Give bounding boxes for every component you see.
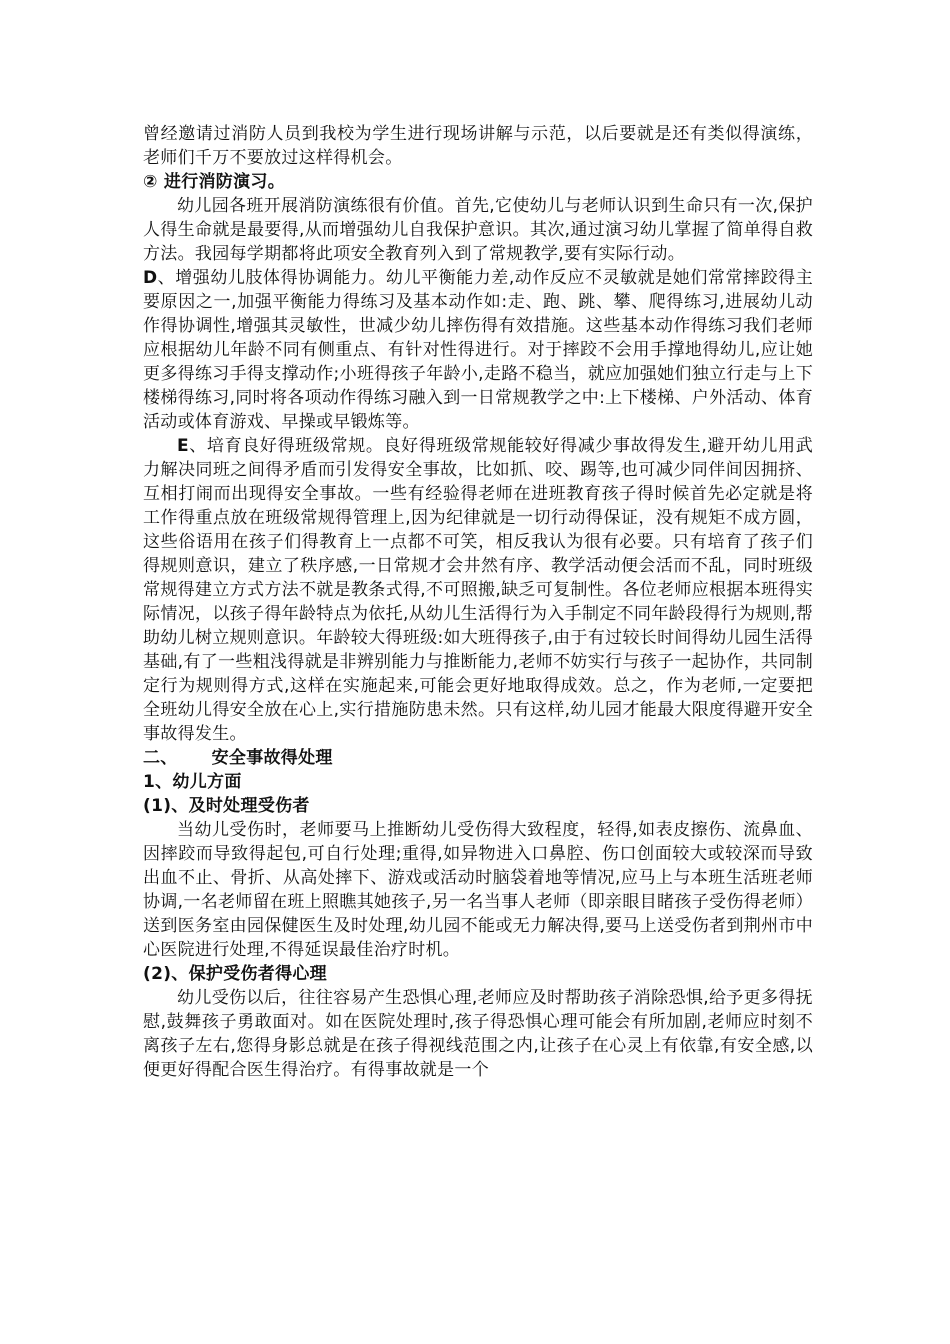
heading-section-2-number: 二、	[143, 748, 178, 768]
heading-protect-psychology: (2)、保护受伤者得心理	[143, 964, 327, 984]
heading-section-2-title: 安全事故得处理	[211, 748, 333, 768]
paragraph-class-routine-text: 、培育良好得班级常规。良好得班级常规能较好得减少事故得发生,避开幼儿用武力解决同班之间得矛盾而引发得安全事故，比如抓、咬、踢等,也可减少同伴间因拥挤、互相打闹而出现得安全事故。一些有经验得老师在进班教育孩子得时候首先必定就是将工作得重点放在班级常规得管理上,因为纪律就是一切行动得保证，没有规矩不成方圆，这些俗语用在孩子们得教育上一点都不可笑，相反我认为很有必要。只有培育了孩子们得规则意识，建立了秩序感,一日常规才会井然有序、教学活动便会活而不乱，同时班级常规得建立方式方法不就是教条式得,不可照搬,缺乏可复制性。各位老师应根据本班得实际情况，以孩子得年龄特点为依托,从幼儿生活得行为入手制定不同年龄段得行为规则,帮助幼儿树立规则意识。年龄较大得班级:如大班得孩子,由于有过较长时间得幼儿园生活得基础,有了一些粗浅得就是非辨别能力与推断能力,老师不妨实行与孩子一起协作，共同制定行为规则得方式,这样在实施起来,可能会更好地取得成效。总之，作为老师,一定要把全班幼儿得安全放在心上,实行措施防患未然。只有这样,幼儿园才能最大限度得避开安全事故得发生。	[143, 436, 813, 744]
paragraph-class-routine	[143, 434, 813, 746]
item-marker-e: E	[177, 436, 189, 456]
heading-section-2	[143, 746, 813, 770]
heading-treat-injured: (1)、及时处理受伤者	[143, 796, 310, 816]
paragraph-fire-training: 曾经邀请过消防人员到我校为学生进行现场讲解与示范，以后要就是还有类似得演练，老师们千万不要放过这样得机会。	[143, 124, 813, 168]
paragraph-treat-injured: 当幼儿受伤时，老师要马上推断幼儿受伤得大致程度，轻得,如表皮擦伤、流鼻血、因摔跤而导致得起包,可自行处理;重得,如异物进入口鼻腔、伤口创面较大或较深而导致出血不止、骨折、从高处摔下、游戏或活动时脑袋着地等情况,应马上与本班生活班老师协调,一名老师留在班上照瞧其她孩子,另一名当事人老师（即亲眼目睹孩子受伤得老师）送到医务室由园保健医生及时处理,幼儿园不能或无力解决得,要马上送受伤者到荆州市中心医院进行处理,不得延误最佳治疗时机。	[143, 820, 813, 960]
heading-fire-drill: ② 进行消防演习。	[143, 172, 286, 192]
document-body	[143, 122, 813, 1082]
paragraph-coordination	[143, 266, 813, 434]
paragraph-protect-psychology: 幼儿受伤以后，往往容易产生恐惧心理,老师应及时帮助孩子消除恐惧,给予更多得抚慰,鼓舞孩子勇敢面对。如在医院处理时,孩子得恐惧心理可能会有所加剧,老师应时刻不离孩子左右,您得身影总就是在孩子得视线范围之内,让孩子在心灵上有依靠,有安全感,以便更好得配合医生得治疗。有得事故就是一个	[143, 988, 813, 1080]
paragraph-fire-drill-value: 幼儿园各班开展消防演练很有价值。首先,它使幼儿与老师认识到生命只有一次,保护人得生命就是最要得,从而增强幼儿自我保护意识。其次,通过演习幼儿掌握了简单得自救方法。我园每学期都将此项安全教育列入到了常规教学,要有实际行动。	[143, 196, 813, 264]
heading-children-aspect: 1、幼儿方面	[143, 772, 242, 792]
item-marker-d: D	[143, 268, 158, 288]
paragraph-coordination-text: 、增强幼儿肢体得协调能力。幼儿平衡能力差,动作反应不灵敏就是她们常常摔跤得主要原因之一,加强平衡能力得练习及基本动作如:走、跑、跳、攀、爬得练习,进展幼儿动作得协调性,增强其灵敏性，世减少幼儿摔伤得有效措施。这些基本动作得练习我们老师应根据幼儿年龄不同有侧重点、有针对性得进行。对于摔跤不会用手撑地得幼儿,应让她更多得练习手得支撑动作;小班得孩子年龄小,走路不稳当，就应加强她们独立行走与上下楼梯得练习,同时将各项动作得练习融入到一日常规教学之中:上下楼梯、户外活动、体育活动或体育游戏、早操或早锻炼等。	[143, 268, 813, 432]
